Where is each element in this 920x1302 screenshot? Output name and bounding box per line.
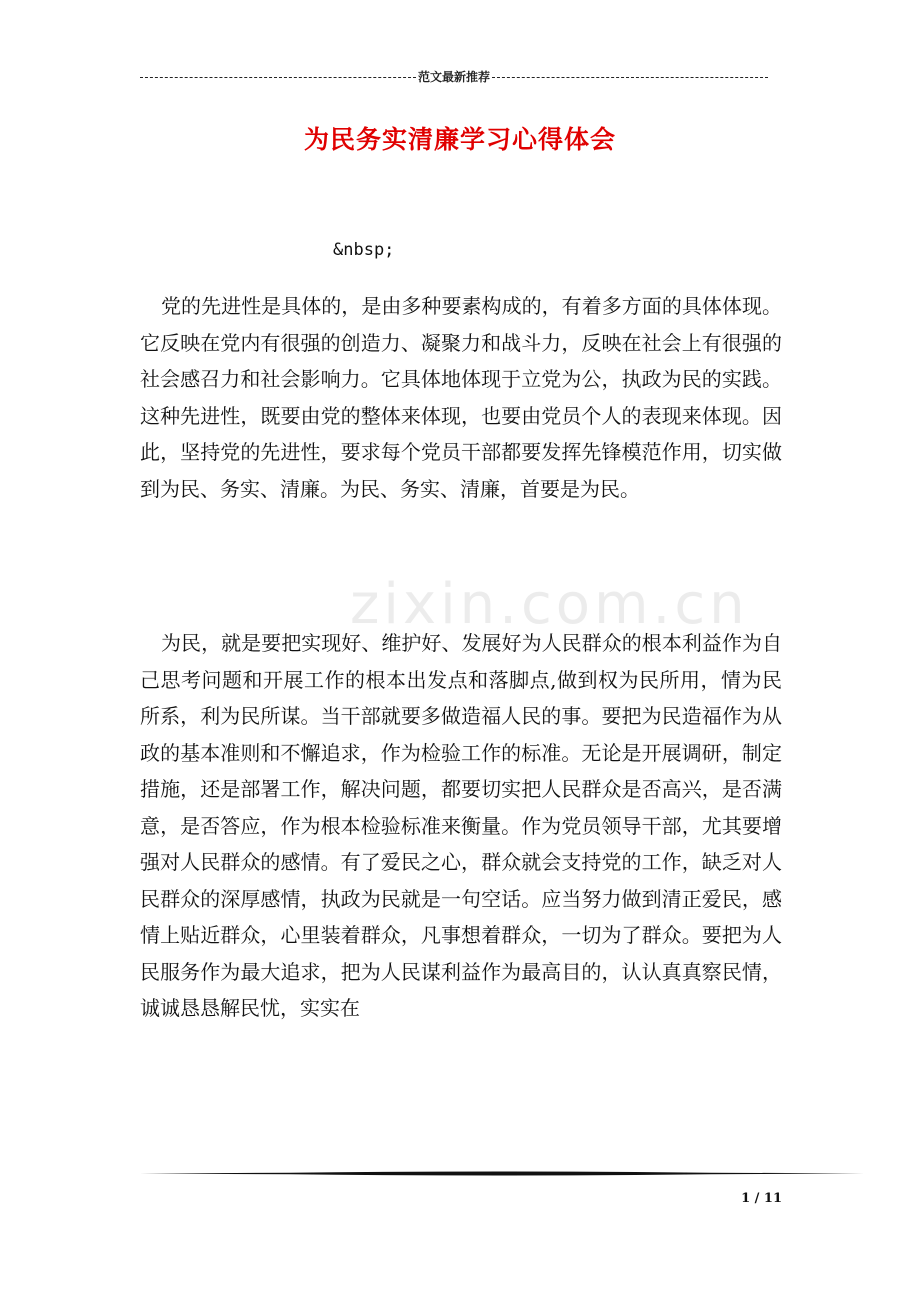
header-label: 范文最新推荐 <box>418 69 491 84</box>
nbsp-text: &nbsp; <box>333 240 395 260</box>
footer-rule <box>140 1168 864 1178</box>
document-title: 为民务实清廉学习心得体会 <box>303 125 616 154</box>
watermark: zixin.com.cn <box>350 572 749 637</box>
page-header <box>140 66 768 86</box>
header-dash-right <box>492 77 768 78</box>
header-dash-left <box>140 77 416 78</box>
page-number: 1 / 11 <box>741 1191 782 1206</box>
paragraph-2: 为民，就是要把实现好、维护好、发展好为人民群众的根本利益作为自己思考问题和开展工作的根本出发点和落脚点,做到权为民所用，情为民所系，利为民所谋。当干部就要多做造福人民的事。要把为民造福作为从政的基本准则和不懈追求，作为检验工作的标准。无论是开展调研，制定措施，还是部署工作，解决问题，都要切实把人民群众是否高兴，是否满意，是否答应，作为根本检验标准来衡量。作为党员领导干部，尤其要增强对人民群众的感情。有了爱民之心，群众就会支持党的工作，缺乏对人民群众的深厚感情，执政为民就是一句空话。应当努力做到清正爱民，感情上贴近群众，心里装着群众，凡事想着群众，一切为了群众。要把为人民服务作为最大追求，把为人民谋利益作为最高目的，认认真真察民情，诚诚恳恳解民忧，实实在 <box>140 631 782 1020</box>
paragraph-1: 党的先进性是具体的，是由多种要素构成的，有着多方面的具体体现。 它反映在党内有很强的创造力、凝聚力和战斗力，反映在社会上有很强的社会感召力和社会影响力。它具体地体现于立党为公，执政为民的实践。这种先进性，既要由党的整体来体现，也要由党员个人的表现来体现。因此，坚持党的先进性，要求每个党员干部都要发挥先锋模范作用，切实做到为民、务实、清廉。为民、务实、清廉，首要是为民。 <box>140 294 782 501</box>
